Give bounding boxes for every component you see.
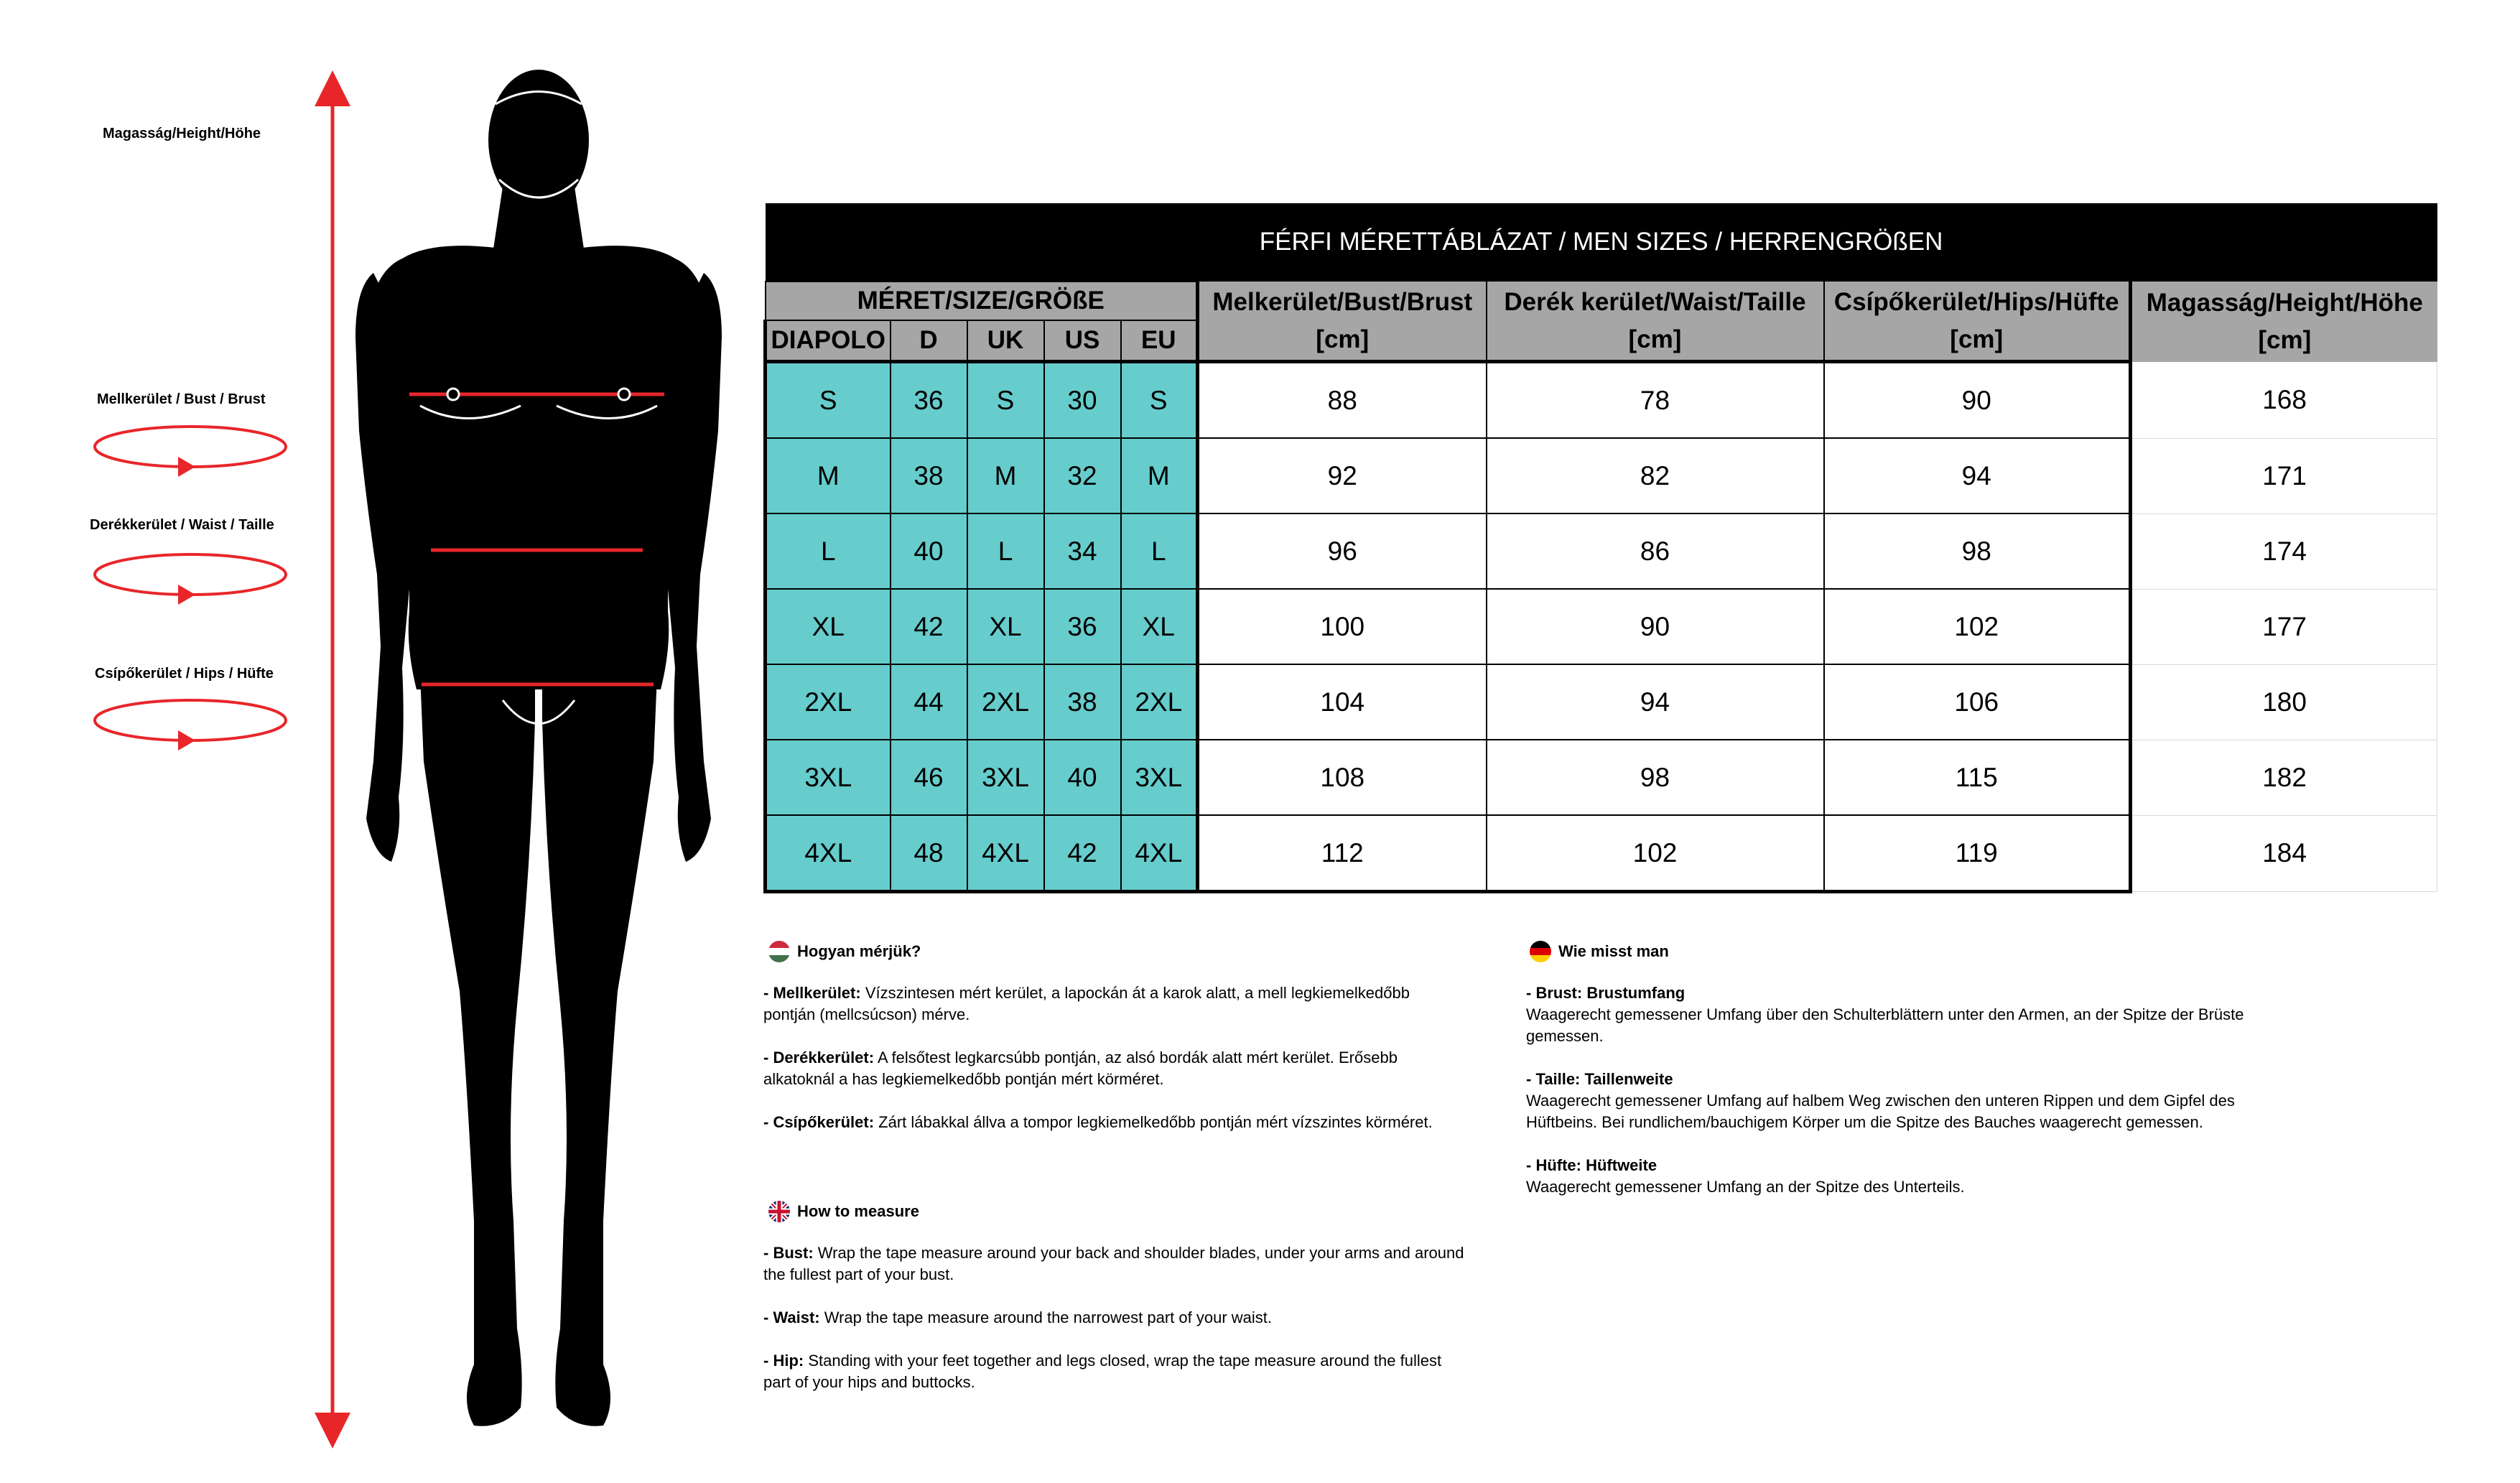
bust-header-name: Melkerület/Bust/Brust <box>1212 287 1473 316</box>
hungary-flag-icon <box>768 941 790 962</box>
us-cell: 40 <box>1044 740 1121 815</box>
uk-flag-icon <box>768 1201 790 1222</box>
en-hips-text: Standing with your feet together and legs closed, wrap the tape measure around the fullest part of your hips and buttocks. <box>763 1352 1442 1391</box>
waist-cell: 98 <box>1487 740 1824 815</box>
hips-cell: 94 <box>1824 438 2131 513</box>
en-bust-label: - Bust: <box>763 1244 814 1262</box>
diapolo-cell: M <box>766 438 891 513</box>
hu-heading-text: Hogyan mérjük? <box>797 942 921 960</box>
waist-cell: 78 <box>1487 362 1824 439</box>
diapolo-cell: 4XL <box>766 815 891 892</box>
height-header-name: Magasság/Height/Höhe <box>2146 288 2423 317</box>
body-figure-illustration <box>0 0 761 1483</box>
size-group-header: MÉRET/SIZE/GRÖßE <box>766 282 1198 320</box>
legend-bust-label: Mellkerület / Bust / Brust <box>97 391 266 407</box>
waist-header-name: Derék kerület/Waist/Taille <box>1504 287 1806 316</box>
uk-cell: XL <box>967 589 1044 664</box>
hu-bust-label: - Mellkerület: <box>763 984 861 1002</box>
hips-cell: 90 <box>1824 362 2131 439</box>
de-waist-label: - Taille: Taillenweite <box>1526 1070 1673 1088</box>
us-cell: 34 <box>1044 513 1121 589</box>
hu-notes-heading <box>768 941 921 962</box>
d-cell: 36 <box>891 362 967 439</box>
en-hips-note <box>763 1350 1467 1393</box>
eu-cell: 3XL <box>1121 740 1198 815</box>
waist-cell: 102 <box>1487 815 1824 892</box>
waist-cell: 94 <box>1487 664 1824 740</box>
en-notes-heading <box>768 1201 919 1222</box>
height-arrow-icon <box>315 70 350 1449</box>
diapolo-cell: 2XL <box>766 664 891 740</box>
height-cell: 177 <box>2131 589 2437 664</box>
table-row <box>766 815 2437 892</box>
eu-cell: XL <box>1121 589 1198 664</box>
height-cell: 174 <box>2131 513 2437 589</box>
table-row <box>766 589 2437 664</box>
hips-header-unit: [cm] <box>1950 325 2004 353</box>
hips-rotation-icon <box>95 700 286 750</box>
en-heading-text: How to measure <box>797 1202 919 1220</box>
waist-cell: 82 <box>1487 438 1824 513</box>
uk-cell: 2XL <box>967 664 1044 740</box>
d-cell: 42 <box>891 589 967 664</box>
en-waist-text: Wrap the tape measure around the narrowest part of your waist. <box>819 1308 1272 1326</box>
waist-column-header <box>1487 282 1824 362</box>
eu-cell: L <box>1121 513 1198 589</box>
bust-cell: 92 <box>1198 438 1487 513</box>
table-row <box>766 664 2437 740</box>
uk-cell: 4XL <box>967 815 1044 892</box>
bust-cell: 108 <box>1198 740 1487 815</box>
hips-cell: 119 <box>1824 815 2131 892</box>
de-bust-text: Waagerecht gemessener Umfang über den Schulterblättern unter den Armen, an der Spitze der Brüste gemessen. <box>1526 1005 2244 1045</box>
hu-bust-note <box>763 982 1446 1026</box>
uk-cell: L <box>967 513 1044 589</box>
diapolo-cell: XL <box>766 589 891 664</box>
legend-hips-label: Csípőkerület / Hips / Hüfte <box>95 666 274 682</box>
bust-cell: 104 <box>1198 664 1487 740</box>
bust-cell: 112 <box>1198 815 1487 892</box>
germany-flag-icon <box>1530 941 1551 962</box>
hu-notes-body <box>763 982 1446 1133</box>
diapolo-cell: 3XL <box>766 740 891 815</box>
hips-cell: 106 <box>1824 664 2131 740</box>
de-heading-text: Wie misst man <box>1558 942 1669 960</box>
d-cell: 38 <box>891 438 967 513</box>
d-cell: 46 <box>891 740 967 815</box>
us-cell: 30 <box>1044 362 1121 439</box>
diapolo-column-header: DIAPOLO <box>766 320 891 362</box>
uk-cell: M <box>967 438 1044 513</box>
de-waist-text: Waagerecht gemessener Umfang auf halbem Weg zwischen den unteren Rippen und dem Gipfel des Hüftbeins. Bei rundlichem/bauchigem Körper um die Spitze des Bauches waagerecht gemessen. <box>1526 1092 2235 1131</box>
height-cell: 171 <box>2131 438 2437 513</box>
us-column-header: US <box>1044 320 1121 362</box>
de-hips-text: Waagerecht gemessener Umfang an der Spitze des Unterteils. <box>1526 1178 1965 1196</box>
us-cell: 38 <box>1044 664 1121 740</box>
us-cell: 36 <box>1044 589 1121 664</box>
hu-hips-label: - Csípőkerület: <box>763 1113 875 1131</box>
eu-column-header: EU <box>1121 320 1198 362</box>
bust-rotation-icon <box>95 427 286 477</box>
en-waist-note <box>763 1307 1467 1329</box>
d-cell: 48 <box>891 815 967 892</box>
hu-waist-label: - Derékkerület: <box>763 1049 875 1066</box>
waist-rotation-icon <box>95 554 286 605</box>
d-cell: 40 <box>891 513 967 589</box>
legend-waist-label: Derékkerület / Waist / Taille <box>90 517 274 533</box>
eu-cell: 4XL <box>1121 815 1198 892</box>
uk-cell: S <box>967 362 1044 439</box>
hu-hips-text: Zárt lábakkal állva a tompor legkiemelkedőbb pontján mért vízszintes körméret. <box>874 1113 1433 1131</box>
us-cell: 42 <box>1044 815 1121 892</box>
table-row <box>766 438 2437 513</box>
hu-bust-text: Vízszintesen mért kerület, a lapockán át a karok alatt, a mell legkiemelkedőbb pontján (mellcsúcson) mérve. <box>763 984 1410 1023</box>
hips-header-name: Csípőkerület/Hips/Hüfte <box>1833 287 2119 316</box>
height-column-header <box>2131 282 2437 362</box>
hu-waist-text: A felsőtest legkarcsúbb pontján, az alsó bordák alatt mért kerület. Erősebb alkatoknál a has legkiemelkedőbb pontján mért körméret. <box>763 1049 1398 1088</box>
hips-cell: 115 <box>1824 740 2131 815</box>
d-column-header: D <box>891 320 967 362</box>
table-row <box>766 513 2437 589</box>
height-cell: 168 <box>2131 362 2437 439</box>
eu-cell: M <box>1121 438 1198 513</box>
waist-header-unit: [cm] <box>1628 325 1682 353</box>
diapolo-cell: S <box>766 362 891 439</box>
waist-cell: 90 <box>1487 589 1824 664</box>
diapolo-cell: L <box>766 513 891 589</box>
male-silhouette-icon <box>355 70 722 1426</box>
table-title: FÉRFI MÉRETTÁBLÁZAT / MEN SIZES / HERRENGRÖßEN <box>766 203 2437 282</box>
legend-height-label: Magasság/Height/Höhe <box>103 126 261 141</box>
height-header-unit: [cm] <box>2258 325 2312 354</box>
table-row <box>766 740 2437 815</box>
en-hips-label: - Hip: <box>763 1352 804 1370</box>
eu-cell: S <box>1121 362 1198 439</box>
bust-cell: 96 <box>1198 513 1487 589</box>
hu-waist-note <box>763 1047 1446 1090</box>
us-cell: 32 <box>1044 438 1121 513</box>
de-notes-body <box>1526 982 2244 1198</box>
waist-cell: 86 <box>1487 513 1824 589</box>
en-bust-text: Wrap the tape measure around your back and shoulder blades, under your arms and around the fullest part of your bust. <box>763 1244 1464 1283</box>
table-row <box>766 362 2437 439</box>
bust-cell: 100 <box>1198 589 1487 664</box>
eu-cell: 2XL <box>1121 664 1198 740</box>
bust-column-header <box>1198 282 1487 362</box>
en-waist-label: - Waist: <box>763 1308 820 1326</box>
en-notes-body <box>763 1242 1467 1393</box>
bust-header-unit: [cm] <box>1316 325 1370 353</box>
hu-hips-note <box>763 1112 1446 1133</box>
en-bust-note <box>763 1242 1467 1286</box>
de-notes-heading <box>1530 941 1669 962</box>
hips-column-header <box>1824 282 2131 362</box>
hips-cell: 98 <box>1824 513 2131 589</box>
bust-cell: 88 <box>1198 362 1487 439</box>
size-chart-table <box>763 203 2437 893</box>
d-cell: 44 <box>891 664 967 740</box>
height-cell: 182 <box>2131 740 2437 815</box>
height-cell: 184 <box>2131 815 2437 892</box>
uk-column-header: UK <box>967 320 1044 362</box>
de-bust-label: - Brust: Brustumfang <box>1526 984 1686 1002</box>
hips-cell: 102 <box>1824 589 2131 664</box>
de-hips-label: - Hüfte: Hüftweite <box>1526 1156 1657 1174</box>
uk-cell: 3XL <box>967 740 1044 815</box>
height-cell: 180 <box>2131 664 2437 740</box>
